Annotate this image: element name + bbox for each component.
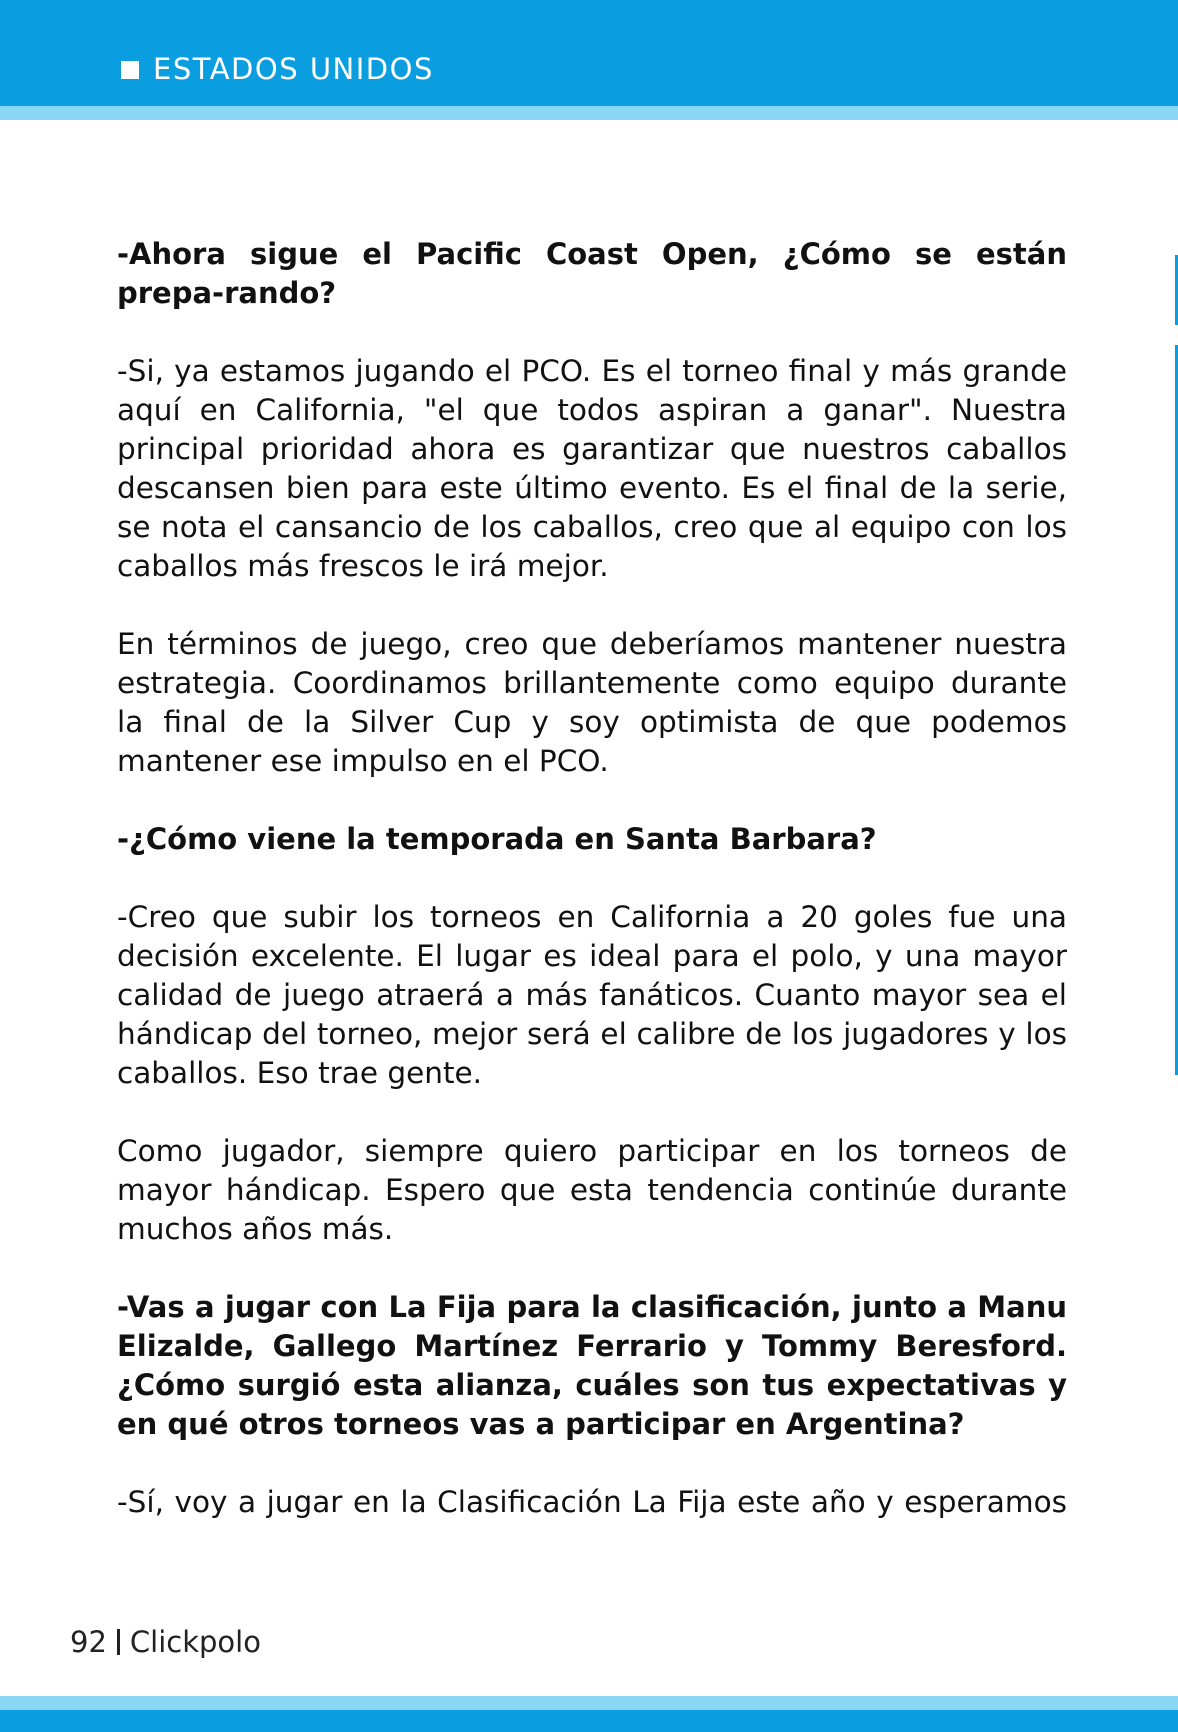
page-number: 92 (70, 1625, 107, 1659)
interview-answer: -Sí, voy a jugar en la Clasificación La Fija este año y esperamos (117, 1485, 1067, 1519)
section-square-icon (121, 61, 139, 79)
article-body (117, 235, 1067, 1522)
interview-answer: -Si, ya estamos jugando el PCO. Es el torneo final y más grande aquí en California, "el que todos aspiran a ganar". Nuestra principal prioridad ahora es garantizar que nuestros caballos descansen bien para este último evento. Es el final de la serie, se nota el cansancio de los caballos, creo que al equipo con los caballos más frescos le irá mejor. (117, 354, 1067, 583)
publication-name: Clickpolo (129, 1625, 261, 1659)
interview-answer: En términos de juego, creo que deberíamos mantener nuestra estrategia. Coordinamos brillantemente como equipo durante la final de la Silver Cup y soy optimista de que podemos mantener ese impulso en el PCO. (117, 627, 1067, 778)
interview-answer: Como jugador, siempre quiero participar en los torneos de mayor hándicap. Espero que esta tendencia continúe durante muchos años más. (117, 1134, 1067, 1246)
interview-question: -¿Cómo viene la temporada en Santa Barbara? (117, 822, 877, 856)
page-footer (70, 1625, 261, 1659)
header-stripe (0, 106, 1178, 120)
footer-band (0, 1710, 1178, 1732)
footer-stripe (0, 1696, 1178, 1710)
footer-separator (117, 1629, 120, 1655)
interview-answer: -Creo que subir los torneos en California a 20 goles fue una decisión excelente. El lugar es ideal para el polo, y una mayor calidad de juego atraerá a más fanáticos. Cuanto mayor sea el hándicap del torneo, mejor será el calibre de los jugadores y los caballos. Eso trae gente. (117, 900, 1067, 1090)
interview-question: -Vas a jugar con La Fija para la clasificación, junto a Manu Elizalde, Gallego Martínez Ferrario y Tommy Beresford. ¿Cómo surgió esta alianza, cuáles son tus expectativas y en qué otros torneos vas a participar en Argentina? (117, 1290, 1067, 1441)
interview-question: -Ahora sigue el Pacific Coast Open, ¿Cómo se están prepa-rando? (117, 237, 1067, 310)
section-title: ESTADOS UNIDOS (153, 52, 434, 86)
